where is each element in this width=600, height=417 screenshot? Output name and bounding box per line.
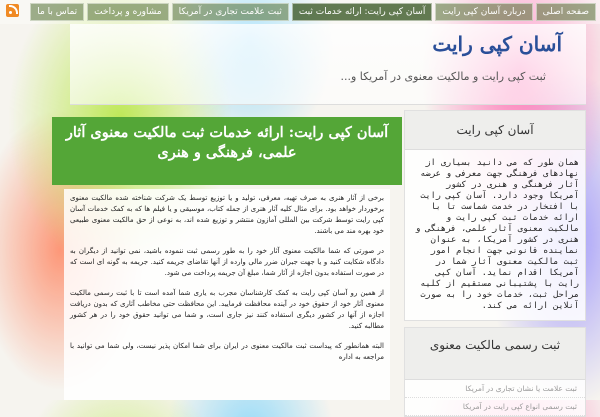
menu-item-services[interactable]: آسان کپی رایت: ارائه خدمات ثبت — [292, 3, 432, 21]
rss-icon[interactable] — [6, 4, 19, 17]
widget-registration — [404, 327, 586, 417]
site-description: ثبت کپی رایت و مالکیت معنوی در آمریکا و... — [340, 70, 546, 83]
menu-item-about[interactable]: درباره آسان کپی رایت — [435, 3, 532, 21]
post-body — [64, 189, 390, 400]
sidebar — [404, 110, 586, 411]
widget-title: ثبت رسمی مالکیت معنوی — [405, 328, 585, 380]
post-paragraph: در صورتی که شما مالکیت معنوی آثار خود را به طور رسمی ثبت ننموده باشید، نمی توانید از دیگران به دادگاه شکایت کنید و یا جهت جبران ضرر مالی وارده از آنها تقاضای جریمه کنید. جریمه به گونه ای است که در صورت استفاده بدون اجازه از آثار شما، مبلغ آن جریمه پرداخت می شود. — [70, 247, 384, 277]
post-paragraph: برخی از آثار هنری به صرف تهیه، معرفی، تولید و یا توزیع توسط یک شرکت شناخته شده مالکیت معنوی برخوردار خواهد بود. برای مثال کلیه آثار هنری از جمله کتاب، موسیقی و یا فیلم ها که به کمک خدمات آسان کپی رایت توسط شرکت بین المللی آمازون منتشر و توزیع شده اند، به نوعی از حق مالکیت معنوی طبیعی خود بهره مند می باشند. — [70, 194, 384, 235]
post-title[interactable]: آسان کپی رایت: ارائه خدمات ثبت مالکیت معنوی آثار علمی، فرهنگی و هنری — [52, 117, 402, 185]
top-navigation — [0, 0, 600, 24]
site-title[interactable]: آسان کپی رایت — [432, 32, 562, 56]
main-menu — [30, 3, 596, 21]
menu-item-trademark[interactable]: ثبت علامت تجاری در آمریکا — [172, 3, 289, 21]
menu-item-home[interactable]: صفحه اصلی — [536, 3, 596, 21]
widget-about — [404, 110, 586, 321]
widget-link[interactable]: ثبت رسمی انواع کپی رایت در آمریکا — [405, 398, 585, 416]
site-header — [70, 24, 586, 105]
widget-text: همان طور که می دانید بسیاری از نهادهای فرهنگی جهت معرفی و عرضه آثار فرهنگی و هنری در کشور آمریکا وجود دارد. آسان کپی رایت با افتخار در خدمت شماست تا با ارائه خدمات ثبت کپی رایت و مالکیت معنوی آثار علمی، فرهنگی و هنری در کشور آمریکا، به عنوان نماینده قانونی جهت انجام امور ثبت مالکیت معنوی آثار شما در آمریکا اقدام نماید. آسان کپی رایت با پشتیبانی مستقیم از کلیه مراحل ثبت، خدمات خود را به صورت آنلاین ارائه می کند. — [415, 158, 579, 311]
widget-title: آسان کپی رایت — [405, 111, 585, 150]
post-paragraph: از همین رو آسان کپی رایت به کمک کارشناسان مجرب به یاری شما آمده است تا با ثبت رسمی مالکیت معنوی آثار خود از حقوق خود در آینده محافظت فرمایید. این محافظت حتی مخاطب آثاری که بدون دریافت اجازه از آنها در کشور دیگری استفاده کنند نیز جاری است، و شما می توانید حقوق خود را در هر کشور مطالبه کنید. — [70, 289, 384, 330]
widget-link[interactable]: ثبت علامت یا نشان تجاری در آمریکا — [405, 380, 585, 398]
post — [52, 117, 402, 400]
post-paragraph: البته همانطور که پیداست ثبت مالکیت معنوی در ایران برای شما امکان پذیر نیست، ولی شما می توانید با مراجعه به اداره — [70, 342, 384, 361]
menu-item-consult-pay[interactable]: مشاوره و پرداخت — [87, 3, 168, 21]
menu-item-contact[interactable]: تماس با ما — [30, 3, 84, 21]
